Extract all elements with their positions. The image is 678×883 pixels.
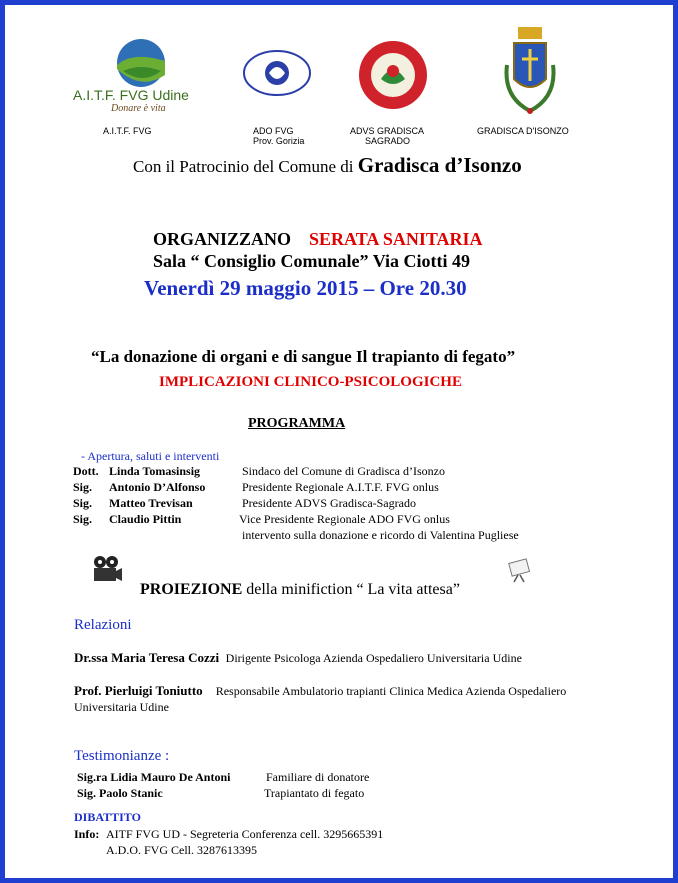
info-label: Info: [74,827,100,841]
testimony-name: Sig. Paolo Stanic [77,786,163,800]
dibattito-heading: DIBATTITO [74,810,141,824]
advs-caption: ADVS GRADISCA [350,126,425,136]
row-name: Linda Tomasinsig [109,464,201,478]
advs-logo [357,39,429,111]
row-role: Presidente ADVS Gradisca-Sagrado [242,496,416,510]
speaker-2-role: Responsabile Ambulatorio trapianti Clinica Medica Azienda Ospedaliero Universitaria Udine [74,684,567,714]
ado-emblem-icon [241,43,313,103]
row-title: Dott. [73,464,99,478]
speaker-1 [74,650,522,666]
organizers-line [153,229,483,250]
ado-logo [241,43,313,103]
row-title: Sig. [73,512,93,526]
speaker-1-name: Dr.ssa Maria Teresa Cozzi [74,650,220,665]
row-role: Presidente Regionale A.I.T.F. FVG onlus [242,480,439,494]
program-row [73,512,92,527]
program-row [73,464,99,479]
theme-quote: “La donazione di organi e di sangue Il trapianto di fegato” [91,347,516,366]
projection-title: della minifiction “ La vita attesa” [242,581,460,598]
crest-icon [501,25,559,117]
row-name: Claudio Pittin [109,512,182,526]
testimony-role: Trapiantato di fegato [264,786,365,800]
ado-caption-2: Prov. Gorizia [253,136,305,146]
event-venue: Sala “ Consiglio Comunale” Via Ciotti 49 [153,251,471,271]
aitf-tagline: Donare è vita [111,103,166,114]
org-prefix: ORGANIZZANO [153,229,292,249]
info-line-1: AITF FVG UD - Segreteria Conferenza cell. 3295665391 [106,827,384,841]
gradisca-crest [501,25,559,117]
relazioni-heading: Relazioni [74,617,132,633]
gradisca-caption: GRADISCA D'ISONZO [477,126,569,136]
info-line-2: A.D.O. FVG Cell. 3287613395 [106,843,258,857]
ado-caption: ADO FVG [253,126,294,136]
patronage-place: Gradisca d’Isonzo [357,153,522,177]
aitf-logo [73,35,213,115]
theme-subtitle: IMPLICAZIONI CLINICO-PSICOLOGICHE [159,374,462,390]
row-role: Vice Presidente Regionale ADO FVG onlus [239,512,450,526]
event-date: Venerdì 29 maggio 2015 – Ore 20.30 [144,276,467,300]
row-name: Matteo Trevisan [109,496,193,510]
row-name: Antonio D’Alfonso [109,480,206,494]
patronage-prefix: Con il Patrocinio del Comune di [133,157,358,176]
program-extra: intervento sulla donazione e ricordo di Valentina Pugliese [242,528,519,542]
testimony-name: Sig.ra Lidia Mauro De Antoni [77,770,231,784]
projection-line [140,581,460,599]
testimony-role: Familiare di donatore [266,770,370,784]
movie-camera-icon [91,555,123,590]
patronage-line [133,153,522,178]
event-title: SERATA SANITARIA [309,229,483,249]
advs-emblem-icon [357,39,429,111]
program-row [73,480,92,495]
program-row [73,496,92,511]
row-role: Sindaco del Comune di Gradisca d’Isonzo [242,464,445,478]
speaker-2-name: Prof. Pierluigi Toniutto [74,683,203,698]
aitf-title: A.I.T.F. FVG Udine [73,87,189,103]
aitf-caption: A.I.T.F. FVG [103,126,152,136]
projector-screen-icon [508,557,532,588]
program-opening: - Apertura, saluti e interventi [81,449,220,463]
advs-caption-2: SAGRADO [365,136,411,146]
testimonianze-heading: Testimonianze : [74,748,170,764]
speaker-1-role: Dirigente Psicologa Azienda Ospedaliero Universitaria Udine [225,651,522,665]
projection-label: PROIEZIONE [140,581,243,598]
speaker-2 [74,683,614,715]
program-heading: PROGRAMMA [248,416,346,431]
row-title: Sig. [73,496,93,510]
row-title: Sig. [73,480,93,494]
